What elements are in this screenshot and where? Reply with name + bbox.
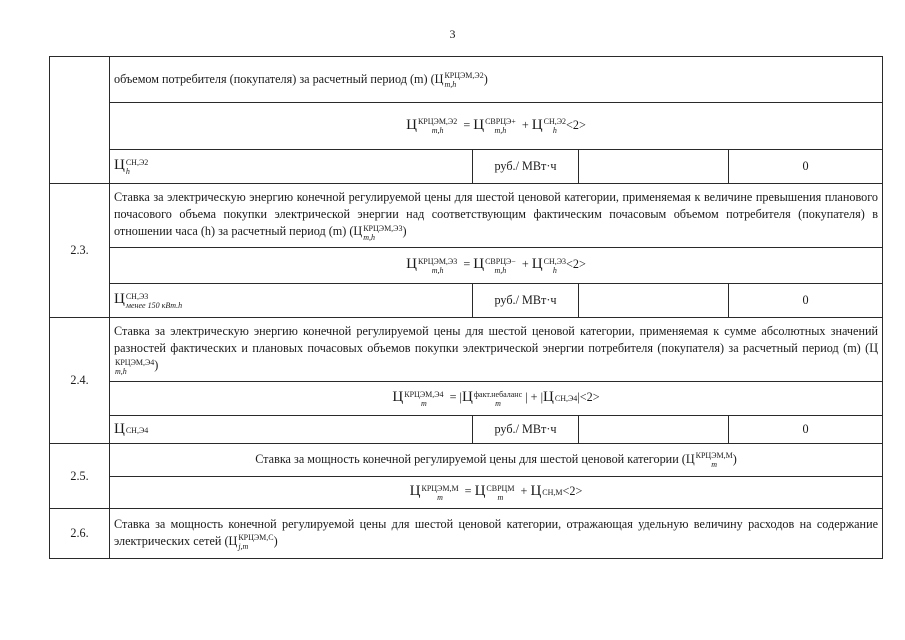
rate-row xyxy=(50,284,883,318)
section-row-2-6 xyxy=(50,509,883,559)
rate-unit: руб./ МВт·ч xyxy=(473,416,579,444)
section-description: Ставка за электрическую энергию конечной регулируемой цены для шестой ценовой категории, применяемая к сумме абсолютных значений разностей фактических и плановых почасовых объемов покупки электрической энергии потребителя (покупателя) за расчетный период (m) (Ц КРЦЭМ,Э4 m,h ) xyxy=(110,318,883,382)
formula: Ц КРЦЭМ,Э4 m = |Ц факт.небаланс m | + |Ц СН,Э4 |<2> xyxy=(110,382,883,416)
formula-row xyxy=(50,248,883,284)
rate-unit: руб./ МВт·ч xyxy=(473,284,579,318)
formula: Ц КРЦЭМ,Э3 m,h = Ц СВРЦЭ− m,h + Ц СН,Э3 h <2> xyxy=(110,248,883,284)
section-number: 2.4. xyxy=(50,318,110,444)
rate-symbol: Ц СН,Э3 менее 150 кВт.h xyxy=(110,284,473,318)
rate-value: 0 xyxy=(729,284,883,318)
section-row-2-2-tail xyxy=(50,57,883,103)
rate-row xyxy=(50,150,883,184)
rate-symbol: Ц СН,Э2 h xyxy=(110,150,473,184)
page-number: 3 xyxy=(449,27,456,41)
formula-row xyxy=(50,103,883,150)
empty-cell xyxy=(579,284,729,318)
section-description: объемом потребителя (покупателя) за расчетный период (m) (Ц КРЦЭМ,Э2 m,h ) xyxy=(110,57,883,103)
rate-symbol: Ц СН,Э4 xyxy=(110,416,473,444)
empty-cell xyxy=(579,416,729,444)
section-row-2-3 xyxy=(50,184,883,248)
section-row-2-5 xyxy=(50,444,883,477)
section-description: Ставка за электрическую энергию конечной регулируемой цены для шестой ценовой категории, применяемая к величине превышения планового почасового объема покупки электрической энергии над соответствующим фактическим почасовым объемом потребителя (покупателя) в отношении часа (h) за расчетный период (m) (Ц КРЦЭМ,Э3 m,h ) xyxy=(110,184,883,248)
section-description: Ставка за мощность конечной регулируемой цены для шестой ценовой категории, отражающая удельную величину расходов на содержание электрических сетей (Ц КРЦЭМ,С j,m ) xyxy=(110,509,883,559)
formula-row xyxy=(50,382,883,416)
section-number: 2.5. xyxy=(50,444,110,509)
rate-value: 0 xyxy=(729,150,883,184)
section-row-2-4 xyxy=(50,318,883,382)
section-number: 2.6. xyxy=(50,509,110,559)
empty-cell xyxy=(579,150,729,184)
section-description: Ставка за мощность конечной регулируемой цены для шестой ценовой категории (Ц КРЦЭМ,М m ) xyxy=(110,444,883,477)
section-number: 2.3. xyxy=(50,184,110,318)
section-number-cell xyxy=(50,57,110,184)
formula: Ц КРЦЭМ,Э2 m,h = Ц СВРЦЭ+ m,h + Ц СН,Э2 h <2> xyxy=(110,103,883,150)
formula-row xyxy=(50,477,883,509)
rate-value: 0 xyxy=(729,416,883,444)
formula: Ц КРЦЭМ,М m = Ц СВРЦМ m + Ц СН,М <2> xyxy=(110,477,883,509)
rate-row xyxy=(50,416,883,444)
rate-unit: руб./ МВт·ч xyxy=(473,150,579,184)
tariff-table xyxy=(49,56,883,559)
